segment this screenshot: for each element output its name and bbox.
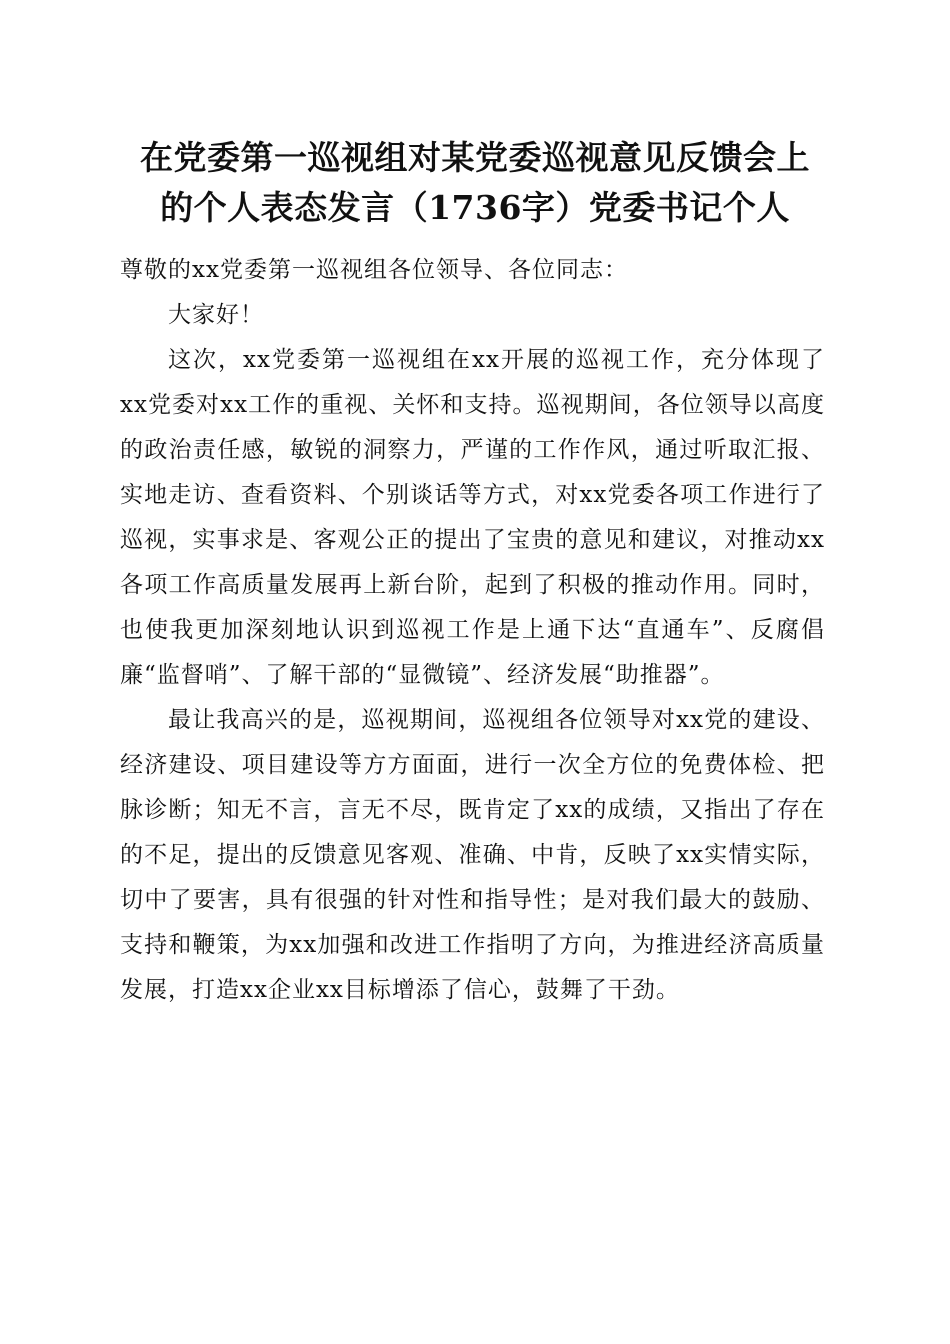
title-line-2: 的个人表态发言（1736字）党委书记个人 — [160, 188, 790, 227]
paragraph-1: 这次，xx党委第一巡视组在xx开展的巡视工作，充分体现了xx党委对xx工作的重视、关怀和支持。巡视期间，各位领导以高度的政治责任感，敏锐的洞察力，严谨的工作作风，通过听取汇报、实地走访、查看资料、个别谈话等方式，对xx党委各项工作进行了巡视，实事求是、客观公正的提出了宝贵的意见和建议，对推动xx各项工作高质量发展再上新台阶，起到了积极的推动作用。同时，也使我更加深刻地认识到巡视工作是上通下达“直通车”、反腐倡廉“监督哨”、了解干部的“显微镜”、经济发展“助推器”。 — [120, 347, 825, 688]
paragraph-2: 最让我高兴的是，巡视期间，巡视组各位领导对xx党的建设、经济建设、项目建设等方方面面，进行一次全方位的免费体检、把脉诊断；知无不言，言无不尽，既肯定了xx的成绩，又指出了存在的不足，提出的反馈意见客观、准确、中肯，反映了xx实情实际，切中了要害，具有很强的针对性和指导性；是对我们最大的鼓励、支持和鞭策，为xx加强和改进工作指明了方向，为推进经济高质量发展，打造xx企业xx目标增添了信心，鼓舞了干劲。 — [120, 707, 825, 1003]
salutation: 尊敬的xx党委第一巡视组各位领导、各位同志： — [120, 257, 628, 283]
title-line-1: 在党委第一巡视组对某党委巡视意见反馈会上 — [140, 138, 810, 177]
document-body — [120, 248, 825, 1013]
greeting: 大家好！ — [168, 302, 264, 328]
document-title — [100, 133, 850, 233]
